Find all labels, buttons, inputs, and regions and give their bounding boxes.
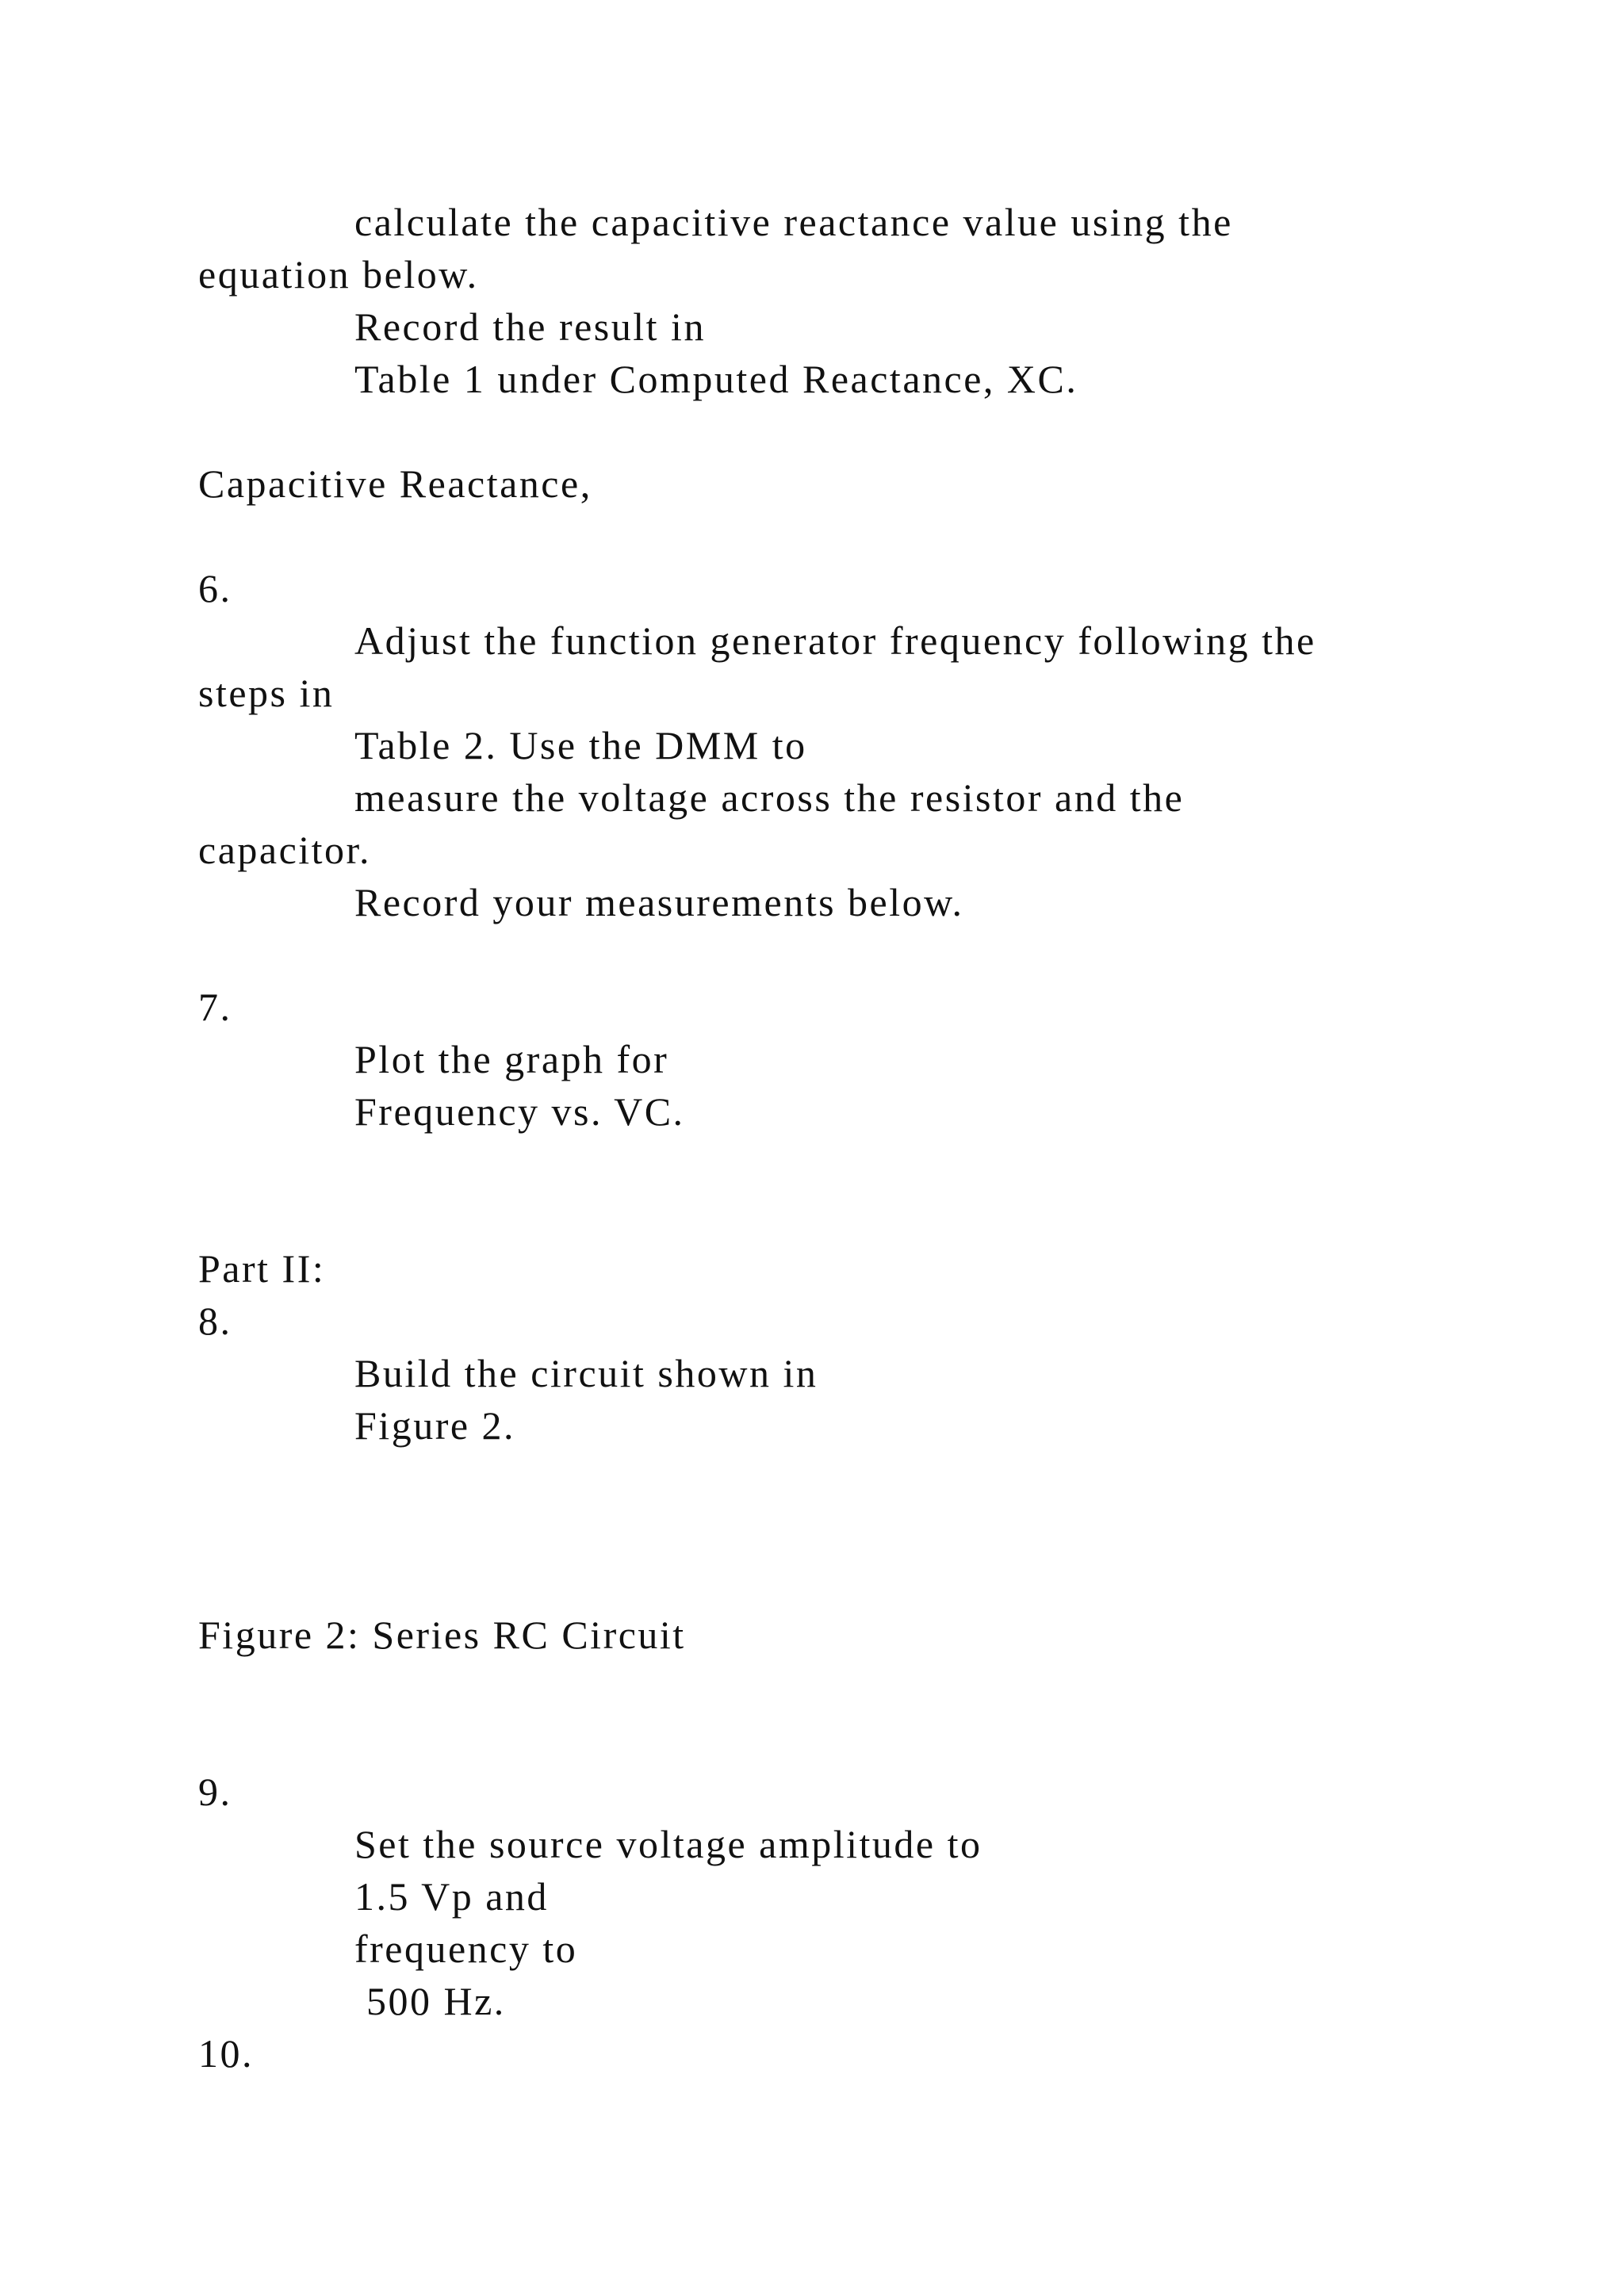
text-line: Build the circuit shown in	[354, 1351, 818, 1395]
text-line: 500 Hz.	[354, 1979, 506, 2023]
step-number: 7.	[198, 985, 232, 1029]
text-line: Capacitive Reactance,	[198, 461, 592, 506]
text-line: Table 2. Use the DMM to	[354, 723, 807, 767]
text-line: Record your measurements below.	[354, 880, 964, 924]
text-line: frequency to	[354, 1927, 578, 1971]
text-line: 1.5 Vp and	[354, 1874, 549, 1919]
step-number: 9.	[198, 1770, 232, 1814]
text-line: Plot the graph for	[354, 1037, 669, 1081]
step-number: 8.	[198, 1299, 232, 1343]
text-line: Frequency vs. VC.	[354, 1089, 685, 1134]
text-line: calculate the capacitive reactance value using the	[354, 200, 1233, 244]
text-line: equation below.	[198, 252, 479, 297]
section-heading: Part II:	[198, 1246, 326, 1291]
figure-caption: Figure 2: Series RC Circuit	[198, 1613, 686, 1657]
text-line: Table 1 under Computed Reactance, XC.	[354, 357, 1078, 401]
step-number: 6.	[198, 566, 232, 610]
text-line: Record the result in	[354, 304, 706, 349]
text-line: Set the source voltage amplitude to	[354, 1822, 982, 1866]
text-line: steps in	[198, 671, 335, 715]
step-number: 10.	[198, 2031, 254, 2076]
text-line: Figure 2.	[354, 1403, 516, 1448]
text-line: capacitor.	[198, 828, 371, 872]
text-line: Adjust the function generator frequency following the	[354, 618, 1316, 663]
text-line: measure the voltage across the resistor and the	[354, 775, 1185, 820]
